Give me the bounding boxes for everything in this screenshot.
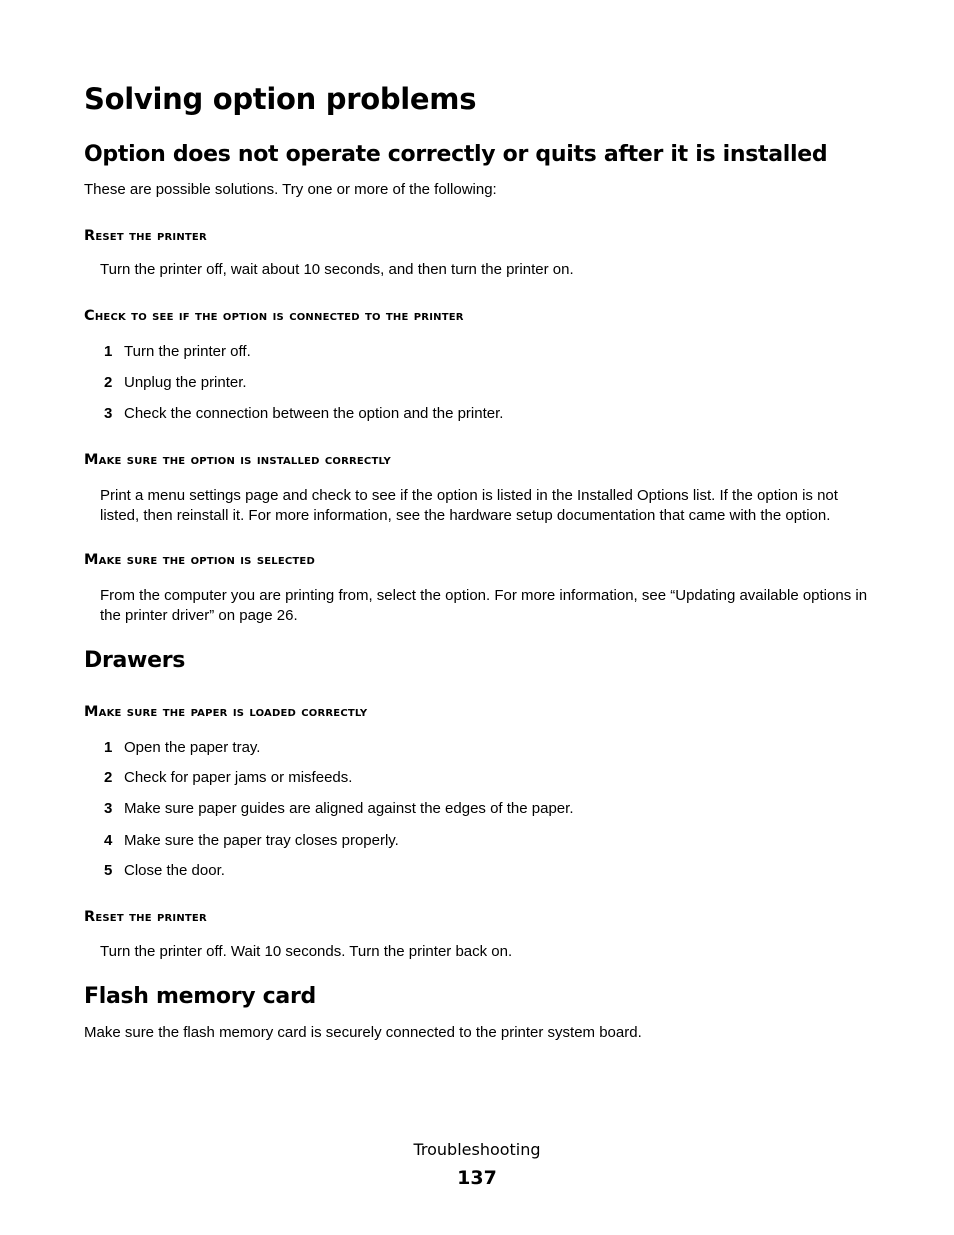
installed-correctly-text: Print a menu settings page and check to see if the option is listed in the Installed Options list. If the option is not listed, then reinstall it. For more information, see the hardware setup documentation that came with the option.	[100, 487, 838, 524]
step-number: 2	[104, 769, 113, 786]
step-text: Make sure paper guides are aligned against the edges of the paper.	[124, 800, 574, 817]
subheading-installed-correctly: Make sure the option is installed correctly	[84, 452, 391, 468]
page-title: Solving option problems	[84, 82, 477, 116]
flash-text: Make sure the flash memory card is securely connected to the printer system board.	[84, 1024, 642, 1041]
subheading-reset-printer: Reset the printer	[84, 228, 207, 244]
page-number: 137	[457, 1167, 497, 1189]
subheading-check-connected: Check to see if the option is connected to the printer	[84, 308, 464, 324]
option-selected-text: From the computer you are printing from, select the option. For more information, see “Updating available options in the printer driver” on page 26.	[100, 587, 868, 624]
subheading-option-selected: Make sure the option is selected	[84, 552, 315, 568]
reset-printer-text: Turn the printer off, wait about 10 seconds, and then turn the printer on.	[100, 261, 574, 278]
footer-chapter: Troubleshooting	[413, 1140, 541, 1159]
subheading-paper-loaded: Make sure the paper is loaded correctly	[84, 704, 368, 720]
step-text: Open the paper tray.	[124, 739, 261, 756]
step-text: Unplug the printer.	[124, 374, 247, 391]
step-text: Turn the printer off.	[124, 343, 251, 360]
step-number: 1	[104, 343, 113, 360]
step-number: 4	[104, 832, 113, 849]
section-heading-drawers: Drawers	[84, 648, 186, 673]
step-number: 5	[104, 862, 113, 879]
step-number: 2	[104, 374, 113, 391]
step-number: 3	[104, 800, 113, 817]
section-intro: These are possible solutions. Try one or more of the following:	[84, 181, 497, 198]
subheading-reset-printer: Reset the printer	[84, 909, 207, 925]
step-text: Close the door.	[124, 862, 225, 879]
step-number: 1	[104, 739, 113, 756]
step-number: 3	[104, 405, 113, 422]
section-heading-option-problem: Option does not operate correctly or quits after it is installed	[84, 142, 828, 167]
section-heading-flash: Flash memory card	[84, 984, 316, 1009]
step-text: Check for paper jams or misfeeds.	[124, 769, 353, 786]
step-text: Make sure the paper tray closes properly.	[124, 832, 399, 849]
step-text: Check the connection between the option and the printer.	[124, 405, 504, 422]
reset-printer-text: Turn the printer off. Wait 10 seconds. Turn the printer back on.	[100, 943, 513, 960]
